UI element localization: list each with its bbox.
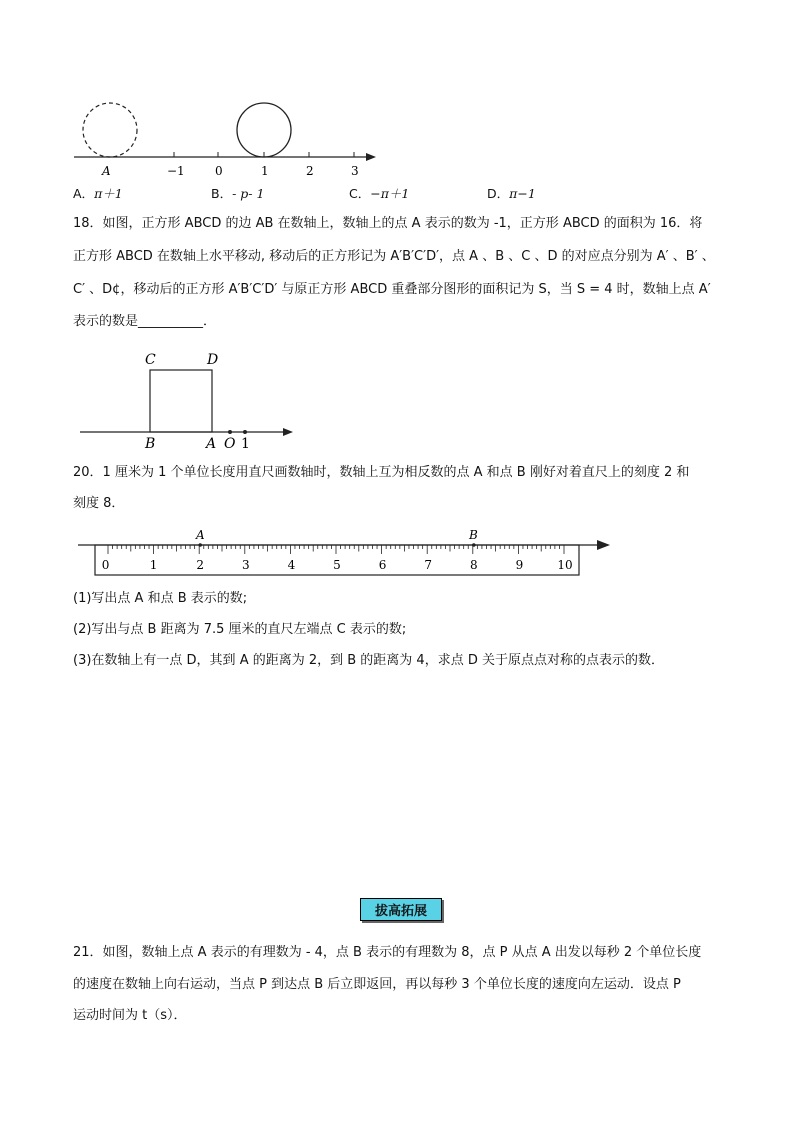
ruler-number: 8 [469,558,478,572]
origin-point [228,430,232,434]
ruler-number: 2 [196,558,205,572]
tick-label: 1 [261,164,269,178]
q18-line-4: 表示的数是__________． [73,314,217,329]
ruler-number: 10 [557,558,573,572]
label-a: A [206,436,217,452]
ruler-number: 3 [241,558,250,572]
label-b: B [145,436,156,452]
square-abcd [150,370,212,432]
q20-sub-3: (3)在数轴上有一点 D，其到 A 的距离为 2，到 B 的距离为 4，求点 D 关于原点点对称的点表示的数． [73,653,664,668]
label-1: 1 [241,436,250,452]
unit-point [243,430,247,434]
q18-square-figure [75,345,300,455]
q17-number-line-figure [70,95,390,185]
ruler-number: 7 [424,558,433,572]
q17-option-d: D．π−1 [487,186,536,201]
q18-line-2: 正方形 ABCD 在数轴上水平移动, 移动后的正方形记为 A′B′C′D′，点 A 、B 、C 、D 的对应点分别为 A′ 、B′ 、 [73,249,715,264]
arrow-head [283,428,293,436]
q17-option-b: B．- p- 1 [211,186,265,201]
point-a-dot [198,543,202,547]
q17-option-c: C．−π＋1 [349,186,410,201]
q18-line-1: 18．如图，正方形 ABCD 的边 AB 在数轴上，数轴上的点 A 表示的数为 -1，正方形 ABCD 的面积为 16．将 [73,216,703,231]
point-b-dot [472,543,476,547]
q17-option-a: A．π＋1 [73,186,123,201]
q20-sub-1: (1)写出点 A 和点 B 表示的数; [73,591,248,606]
tick-label: 3 [351,164,359,178]
ruler-figure [75,525,620,580]
arrow-head [366,153,376,161]
ruler-ticks [108,545,564,554]
label-c: C [145,352,156,368]
q21-line-3: 运动时间为 t（s）． [73,1008,187,1023]
arrow-head [597,540,610,550]
ruler-number: 6 [378,558,387,572]
q20-line-1: 20．1 厘米为 1 个单位长度用直尺画数轴时，数轴上互为相反数的点 A 和点 B 刚好对着直尺上的刻度 2 和 [73,465,690,480]
point-b-label: B [469,528,478,542]
ruler-number: 9 [515,558,524,572]
tick-label: 0 [215,164,223,178]
q21-line-1: 21．如图，数轴上点 A 表示的有理数为 - 4，点 B 表示的有理数为 8，点 P 从点 A 出发以每秒 2 个单位长度 [73,945,702,960]
tick-label: −1 [167,164,185,178]
ruler-number: 4 [287,558,296,572]
label-o: O [224,436,236,452]
q18-line-3: C′ 、D¢，移动后的正方形 A′B′C′D′ 与原正方形 ABCD 重叠部分图形的面积记为 S，当 S = 4 时，数轴上点 A′ [73,282,711,297]
section-title-badge: 拔高拓展 [360,898,442,921]
q20-line-2: 刻度 8． [73,496,125,511]
dashed-circle [83,103,137,157]
solid-circle [237,103,291,157]
point-a-label: A [102,164,111,178]
ruler-number: 1 [149,558,158,572]
ruler-number: 0 [101,558,110,572]
tick-label: 2 [306,164,314,178]
label-d: D [207,352,219,368]
point-a-label: A [196,528,205,542]
q21-line-2: 的速度在数轴上向右运动，当点 P 到达点 B 后立即返回，再以每秒 3 个单位长度的速度向左运动．设点 P [73,977,681,992]
q20-sub-2: (2)写出与点 B 距离为 7.5 厘米的直尺左端点 C 表示的数; [73,622,407,637]
ruler-number: 5 [333,558,341,572]
